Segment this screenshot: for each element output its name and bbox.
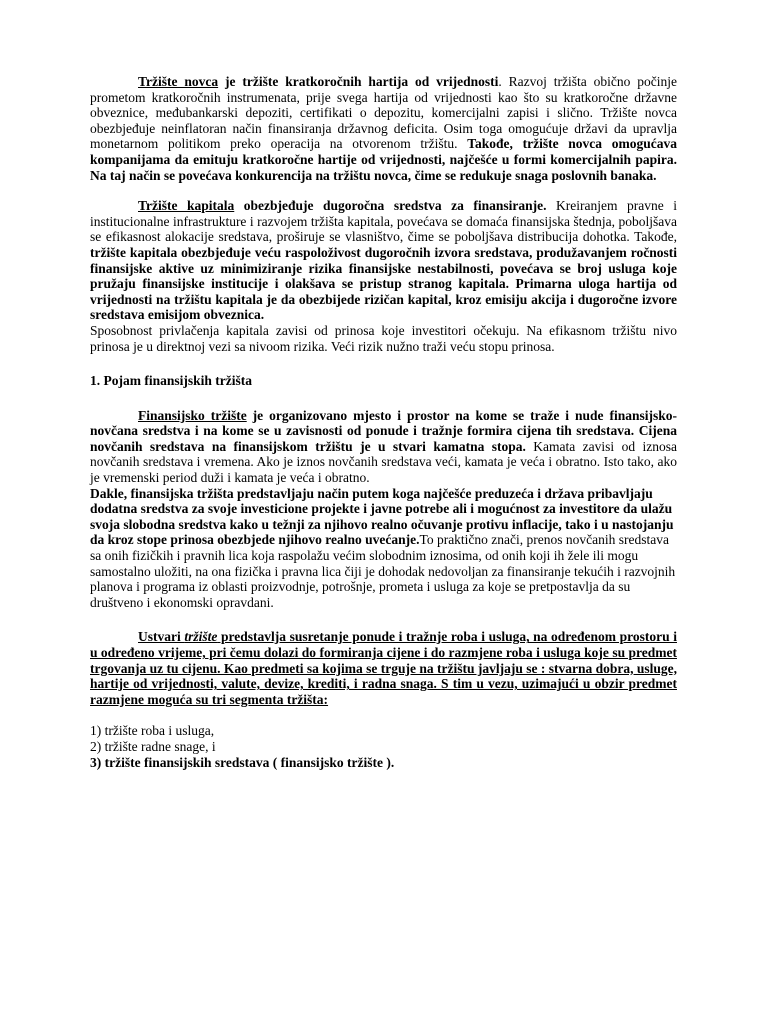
list-item: 3) tržište finansijskih sredstava ( finansijsko tržište ). [90, 754, 395, 770]
paragraph-text: Kamata zavisi od iznosa novčanih sredstava i vremena. Ako je iznos novčanih sredstava veći, kamata je veća i obratno. Isto tako, ako je vremenski period duži i kamata je veća i obratno. [90, 438, 677, 486]
paragraph-text: Kreiranjem pravne i institucionalne infrastrukture i razvojem tržišta kapitala, povećava se domaća finansijska štednja, poboljšava se efikasnost alokacije sredstava, proširuje se vlasništvo, čime se poboljšava distribucija dohotka. Takođe, [90, 198, 677, 245]
document-body [90, 74, 677, 770]
paragraph-capital-market [90, 198, 677, 323]
list-item: 2) tržište radne snage, i [90, 738, 216, 754]
paragraph-text: predstavlja susretanje ponude i tražnje roba i usluga, na određenom prostoru i u određeno vrijeme, pri čemu dolazi do formiranja cijene i do razmjene roba i usluga koje su predmet trgovanja uz tu cijenu. Kao predmeti sa kojima se trguje na tržištu javljaju se : stvarna dobra, usluge, hartije od vrijednosti, valute, devize, krediti, i radna snaga. S tim u vezu, uzimajući u obzir predmet razmjene moguća su tri segmenta tržišta: [90, 629, 677, 707]
emphasis-text: tržište kapitala obezbjeđuje veću raspoloživost dugoročnih izvora sredstava, produžavanjem ročnosti finansijske aktive uz minimiziranje rizika finansijske nestabilnosti, povećava se broj usluga koje pružaju finansijske institucije i olakšava se pristup stranog kapitala. Primarna uloga hartija od vrijednosti na tržištu kapitala je da obezbijede rizičan kapital, kroz emisiju akcija i dugoročne izvore sredstava emisijom obveznica. [90, 244, 677, 323]
paragraph-money-market [90, 74, 677, 183]
term-financial-market: Finansijsko tržište [138, 407, 247, 423]
definition-bold: je organizovano mjesto i prostor na kome se traže i nude finansijsko-novčana sredstva i na kome se u zavisnosti od ponude i tražnje formira cijena tih sredstava. Cijena novčanih sredstava na finansijskom tržištu je u stvari kamatna stopa. [90, 407, 678, 454]
term-capital-market: Tržište kapitala [138, 198, 235, 214]
definition-bold: je tržište kratkoročnih hartija od vrijednosti [218, 74, 499, 89]
paragraph-capital-attraction: Sposobnost privlačenja kapitala zavisi od prinosa koje investitori očekuju. Na efikasnom tržištu nivo prinosa je u direktnoj vezi sa nivoom rizika. Veći rizik nužno traži veću stopu prinosa. [90, 322, 677, 354]
paragraph-financial-markets-role [90, 486, 677, 611]
definition-bold: obezbjeđuje dugoročna sredstva za finansiranje. [234, 198, 547, 214]
list-item: 1) tržište roba i usluga, [90, 723, 215, 739]
paragraph-market-definition [90, 629, 677, 707]
paragraph-text: To praktično znači, prenos novčanih sredstava sa onih fizičkih i pravnih lica koja raspolažu većim slobodnim iznosima, od onih koji ih žele ili mogu samostalno uložiti, na ona fizička i pravna lica čiji je dohodak nedovoljan za finansiranje tekućih i razvojnih planova i programa iz oblasti proizvodnje, potrošnje, prometa i usluga za koje se pretpostavlja da su društveno i ekonomski opravdani. [90, 532, 676, 610]
paragraph-text: Ustvari [138, 629, 185, 645]
term-money-market: Tržište novca [138, 74, 219, 89]
paragraph-financial-market [90, 408, 677, 486]
term-market: tržište [184, 629, 218, 645]
emphasis-text: Dakle, finansijska tržišta predstavljaju način putem koga najčešće preduzeća i država pribavljaju dodatna sredstva za svoje investicione projekte i javne potrebe ali i mogućnost za investitore da ulažu svoja slobodna sredstva kako u težnji za njihovo realno očuvanje protivu inflacije, tako i u nastojanju da kroz stope prinosa obezbjede njihovo realno uvećanje. [90, 485, 674, 548]
emphasis-text: Takođe, tržište novca omogućava kompanijama da emituju kratkoročne hartije od vrijednosti, najčešće u formi komercijalnih papira. Na taj način se povećava konkurencija na tržištu novca, čime se redukuje snaga poslovnih banaka. [90, 136, 677, 183]
market-segments-list [90, 723, 677, 770]
section-heading: 1. Pojam finansijskih tržišta [90, 373, 252, 389]
paragraph-text: . Razvoj tržišta obično počinje prometom kratkoročnih instrumenata, prije svega hartija od vrijednosti kao što su kratkoročne državne obveznice, međubankarski depoziti, certifikati o depozitu, komercijalni zapisi i slično. Tržište novca obezbjeđuje neinflatoran način finansiranja državnog deficita. Osim toga omogućuje državi da upravlja monetarnom politikom preko operacija na otvorenom tržištu. [90, 74, 678, 152]
